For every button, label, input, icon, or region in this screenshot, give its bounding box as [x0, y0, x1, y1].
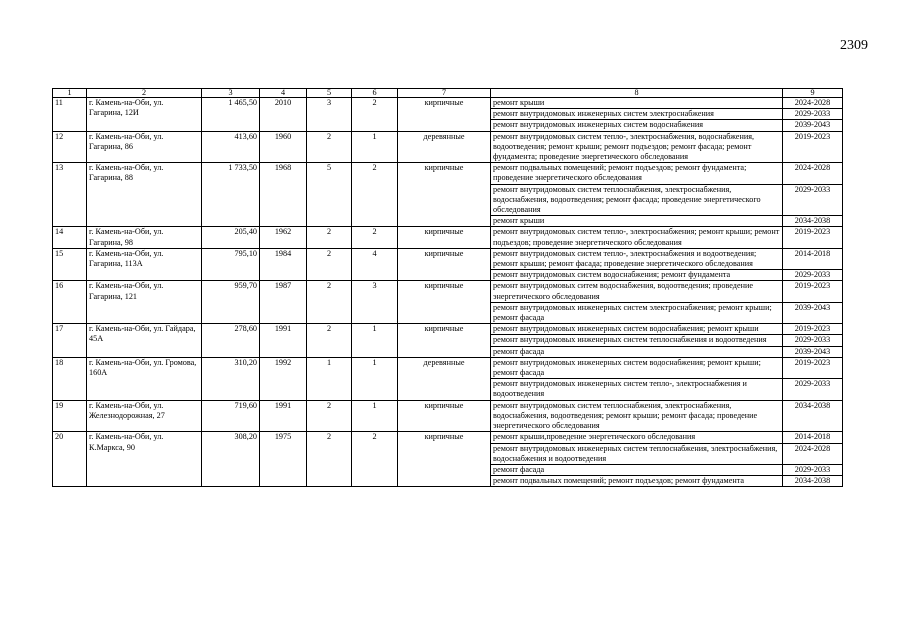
period-cell: 2019-2023 — [783, 324, 843, 335]
col-header-4: 4 — [260, 89, 307, 98]
wall-material-cell: кирпичные — [398, 163, 491, 227]
area-cell: 413,60 — [202, 131, 260, 163]
record-number: 14 — [53, 227, 87, 248]
address-cell: г. Камень-на-Оби, ул. Гагарина, 98 — [87, 227, 202, 248]
record-number: 20 — [53, 432, 87, 487]
col-header-6: 6 — [352, 89, 398, 98]
floors-cell: 1 — [307, 357, 352, 400]
repair-work-cell: ремонт внутридомовых инженерных систем теплоснабжения и водоотведения — [491, 335, 783, 346]
area-cell: 1 465,50 — [202, 98, 260, 132]
repair-work-cell: ремонт внутридомовых инженерных систем тепло-, электроснабжения и водоотведения — [491, 379, 783, 400]
area-cell: 278,60 — [202, 324, 260, 358]
table-body — [53, 98, 843, 487]
record-number: 18 — [53, 357, 87, 400]
wall-material-cell: кирпичные — [398, 248, 491, 281]
entrances-cell: 2 — [352, 432, 398, 487]
table-row — [53, 163, 843, 184]
area-cell: 308,20 — [202, 432, 260, 487]
entrances-cell: 2 — [352, 227, 398, 248]
table-row — [53, 432, 843, 443]
entrances-cell: 4 — [352, 248, 398, 281]
repair-work-cell: ремонт внутридомовых инженерных систем водоснабжения; ремонт крыши — [491, 324, 783, 335]
page-number: 2309 — [840, 38, 868, 53]
year-cell: 1984 — [260, 248, 307, 281]
period-cell: 2029-2033 — [783, 464, 843, 475]
table-row — [53, 281, 843, 302]
period-cell: 2014-2018 — [783, 432, 843, 443]
area-cell: 719,60 — [202, 400, 260, 432]
floors-cell: 2 — [307, 400, 352, 432]
record-number: 12 — [53, 131, 87, 163]
period-cell: 2029-2033 — [783, 379, 843, 400]
area-cell: 795,10 — [202, 248, 260, 281]
period-cell: 2019-2023 — [783, 357, 843, 378]
table-row — [53, 324, 843, 335]
col-header-2: 2 — [87, 89, 202, 98]
repair-work-cell: ремонт внутридомовых инженерных систем водоснабжения — [491, 120, 783, 131]
repair-work-cell: ремонт фасада — [491, 346, 783, 357]
wall-material-cell: кирпичные — [398, 227, 491, 248]
col-header-3: 3 — [202, 89, 260, 98]
header-row — [53, 89, 843, 98]
floors-cell: 3 — [307, 98, 352, 132]
repair-work-cell: ремонт крыши — [491, 98, 783, 109]
repair-work-cell: ремонт внутридомовых инженерных систем электроснабжения — [491, 109, 783, 120]
wall-material-cell: кирпичные — [398, 98, 491, 132]
col-header-7: 7 — [398, 89, 491, 98]
period-cell: 2019-2023 — [783, 131, 843, 163]
entrances-cell: 2 — [352, 163, 398, 227]
housing-repair-table — [52, 88, 843, 487]
repair-work-cell: ремонт внутридомовых систем тепло-, электроснабжения и водоотведения; ремонт крыши; ремонт фасада; проведение энергетического обследования — [491, 248, 783, 269]
repair-work-cell: ремонт внутридомовых инженерных систем водоснабжения; ремонт крыши; ремонт фасада — [491, 357, 783, 378]
repair-work-cell: ремонт крыши — [491, 216, 783, 227]
repair-work-cell: ремонт внутридомовых инженерных систем электроснабжения; ремонт крыши; ремонт фасада — [491, 302, 783, 323]
period-cell: 2024-2028 — [783, 443, 843, 464]
address-cell: г. Камень-на-Оби, ул. К.Маркса, 90 — [87, 432, 202, 487]
record-number: 15 — [53, 248, 87, 281]
year-cell: 1968 — [260, 163, 307, 227]
entrances-cell: 1 — [352, 324, 398, 358]
address-cell: г. Камень-на-Оби, ул. Гагарина, 121 — [87, 281, 202, 324]
period-cell: 2024-2028 — [783, 98, 843, 109]
floors-cell: 2 — [307, 227, 352, 248]
address-cell: г. Камень-на-Оби, ул. Громова, 160А — [87, 357, 202, 400]
period-cell: 2029-2033 — [783, 109, 843, 120]
repair-work-cell: ремонт фасада — [491, 464, 783, 475]
period-cell: 2034-2038 — [783, 216, 843, 227]
period-cell: 2034-2038 — [783, 400, 843, 432]
wall-material-cell: кирпичные — [398, 400, 491, 432]
wall-material-cell: кирпичные — [398, 432, 491, 487]
repair-work-cell: ремонт внутридомовых систем теплоснабжения, электроснабжения, водоснабжения, водоотведения; ремонт фасада; проведение энергетического обследования — [491, 184, 783, 216]
table-row — [53, 400, 843, 432]
floors-cell: 2 — [307, 248, 352, 281]
repair-work-cell: ремонт внутридомовых систем теплоснабжения, электроснабжения, водоснабжения, водоотведения; ремонт крыши; ремонт фасада; проведение энергетического обследования — [491, 400, 783, 432]
floors-cell: 2 — [307, 432, 352, 487]
entrances-cell: 3 — [352, 281, 398, 324]
year-cell: 1992 — [260, 357, 307, 400]
address-cell: г. Камень-на-Оби, ул. Гагарина, 12И — [87, 98, 202, 132]
year-cell: 2010 — [260, 98, 307, 132]
repair-work-cell: ремонт подвальных помещений; ремонт подъездов; ремонт фундамента — [491, 476, 783, 487]
wall-material-cell: деревянные — [398, 357, 491, 400]
period-cell: 2029-2033 — [783, 335, 843, 346]
wall-material-cell: кирпичные — [398, 324, 491, 358]
wall-material-cell: деревянные — [398, 131, 491, 163]
col-header-8: 8 — [491, 89, 783, 98]
repair-work-cell: ремонт внутридомовых систем тепло-, электроснабжения, водоснабжения, водоотведения; ремонт крыши; ремонт подъездов; ремонт фасада; ремонт фундамента; проведение энергетического обследования — [491, 131, 783, 163]
year-cell: 1962 — [260, 227, 307, 248]
area-cell: 959,70 — [202, 281, 260, 324]
address-cell: г. Камень-на-Оби, ул. Гагарина, 88 — [87, 163, 202, 227]
entrances-cell: 1 — [352, 131, 398, 163]
entrances-cell: 1 — [352, 400, 398, 432]
record-number: 17 — [53, 324, 87, 358]
period-cell: 2034-2038 — [783, 476, 843, 487]
year-cell: 1987 — [260, 281, 307, 324]
period-cell: 2014-2018 — [783, 248, 843, 269]
address-cell: г. Камень-на-Оби, ул. Железнодорожная, 27 — [87, 400, 202, 432]
col-header-9: 9 — [783, 89, 843, 98]
period-cell: 2019-2023 — [783, 227, 843, 248]
repair-work-cell: ремонт крыши,проведение энергетического обследования — [491, 432, 783, 443]
period-cell: 2039-2043 — [783, 302, 843, 323]
record-number: 13 — [53, 163, 87, 227]
area-cell: 310,20 — [202, 357, 260, 400]
period-cell: 2039-2043 — [783, 120, 843, 131]
repair-work-cell: ремонт внутридомовых инженерных систем теплоснабжения, электроснабжения, водоснабжения и водоотведения — [491, 443, 783, 464]
year-cell: 1960 — [260, 131, 307, 163]
period-cell: 2029-2033 — [783, 184, 843, 216]
entrances-cell: 1 — [352, 357, 398, 400]
address-cell: г. Камень-на-Оби, ул. Гагарина, 86 — [87, 131, 202, 163]
floors-cell: 2 — [307, 324, 352, 358]
repair-work-cell: ремонт внутридомовых ситем водоснабжения, водоотведения; проведение энергетического обследования — [491, 281, 783, 302]
year-cell: 1991 — [260, 324, 307, 358]
period-cell: 2019-2023 — [783, 281, 843, 302]
address-cell: г. Камень-на-Оби, ул. Гайдара, 45А — [87, 324, 202, 358]
repair-work-cell: ремонт внутридомовых систем водоснабжения; ремонт фундамента — [491, 270, 783, 281]
year-cell: 1975 — [260, 432, 307, 487]
floors-cell: 5 — [307, 163, 352, 227]
floors-cell: 2 — [307, 131, 352, 163]
col-header-1: 1 — [53, 89, 87, 98]
table-row — [53, 357, 843, 378]
table-row — [53, 131, 843, 163]
area-cell: 205,40 — [202, 227, 260, 248]
table-row — [53, 98, 843, 109]
repair-work-cell: ремонт внутридомовых систем тепло-, электроснабжения; ремонт крыши; ремонт подъездов; проведение энергетического обследования — [491, 227, 783, 248]
table-row — [53, 227, 843, 248]
address-cell: г. Камень-на-Оби, ул. Гагарина, 113А — [87, 248, 202, 281]
period-cell: 2024-2028 — [783, 163, 843, 184]
col-header-5: 5 — [307, 89, 352, 98]
area-cell: 1 733,50 — [202, 163, 260, 227]
year-cell: 1991 — [260, 400, 307, 432]
record-number: 11 — [53, 98, 87, 132]
entrances-cell: 2 — [352, 98, 398, 132]
record-number: 19 — [53, 400, 87, 432]
floors-cell: 2 — [307, 281, 352, 324]
period-cell: 2029-2033 — [783, 270, 843, 281]
table-row — [53, 248, 843, 269]
wall-material-cell: кирпичные — [398, 281, 491, 324]
record-number: 16 — [53, 281, 87, 324]
repair-work-cell: ремонт подвальных помещений; ремонт подъездов; ремонт фундамента; проведение энергетического обследования — [491, 163, 783, 184]
period-cell: 2039-2043 — [783, 346, 843, 357]
